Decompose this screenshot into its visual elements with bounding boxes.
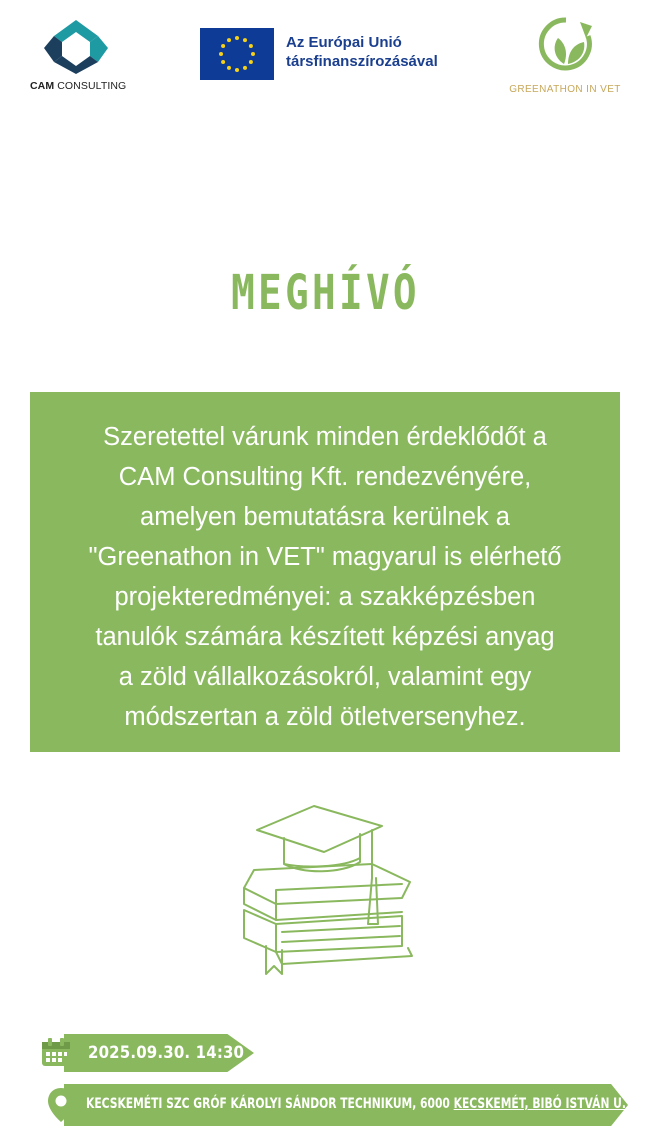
invitation-line: módszertan a zöld ötletversenyhez.: [124, 703, 526, 731]
eu-star: [249, 44, 253, 48]
eu-text-line2: társfinanszírozásával: [286, 53, 438, 70]
eu-star: [227, 38, 231, 42]
greenathon-logo: [500, 14, 630, 104]
invitation-line: CAM Consulting Kft. rendezvényére,: [118, 463, 532, 491]
cam-consulting-name: CAM CONSULTING: [30, 80, 127, 92]
invitation-line: "Greenathon in VET" magyarul is elérhető: [88, 543, 562, 571]
invitation-line: amelyen bemutatásra kerülnek a: [140, 503, 510, 531]
eu-flag-icon: [200, 28, 274, 80]
invitation-text-box: [30, 392, 620, 752]
books-graduation-cap-icon: [232, 800, 422, 980]
eu-star: [251, 52, 255, 56]
calendar-icon: [40, 1036, 72, 1068]
eu-star: [235, 68, 239, 72]
event-location-ribbon: [40, 1084, 642, 1126]
map-pin-icon: [46, 1086, 76, 1124]
eu-star: [221, 44, 225, 48]
invitation-text: [52, 417, 598, 737]
eu-star: [219, 52, 223, 56]
event-date-ribbon: [40, 1034, 254, 1072]
eu-star: [235, 36, 239, 40]
eu-cofinancing-logo: [200, 28, 470, 80]
event-address-link[interactable]: KECSKEMÉT, BIBÓ ISTVÁN U. 1: [453, 1096, 638, 1112]
greenathon-name: GREENATHON IN VET: [509, 84, 621, 95]
eu-text-line1: Az Európai Unió: [286, 34, 402, 51]
event-date: 2025.09.30. 14:30: [88, 1043, 245, 1063]
cam-consulting-logo-icon: [40, 16, 112, 76]
eu-star: [249, 60, 253, 64]
invitation-line: tanulók számára készített képzési anyag: [95, 623, 555, 651]
invitation-line: a zöld vállalkozásokról, valamint egy: [118, 663, 532, 691]
cam-consulting-logo: [22, 14, 132, 96]
greenathon-leaf-icon: [536, 14, 596, 76]
invitation-line: projekteredményei: a szakképzésben: [114, 583, 536, 611]
eu-star: [243, 66, 247, 70]
event-location: KECSKEMÉTI SZC GRÓF KÁROLYI SÁNDOR TECHNIKUM, 6000 KECSKEMÉT, BIBÓ ISTVÁN U. 1.: [86, 1096, 642, 1112]
eu-star: [227, 66, 231, 70]
invitation-line: Szeretettel várunk minden érdeklődőt a: [103, 423, 547, 451]
eu-star: [221, 60, 225, 64]
eu-star: [243, 38, 247, 42]
page-title: MEGHÍVÓ: [231, 265, 420, 321]
